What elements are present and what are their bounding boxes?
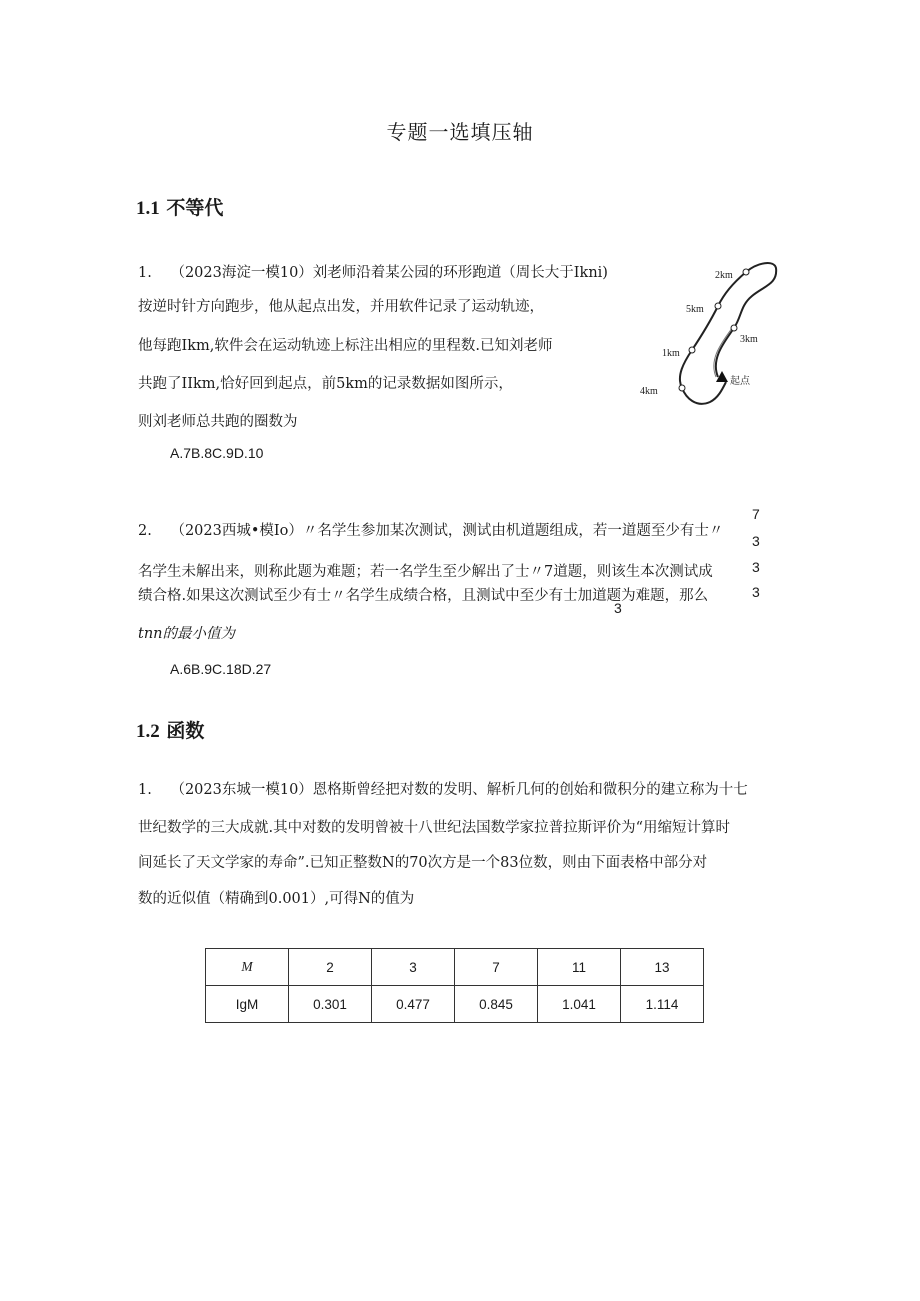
label-2km: 2km [715,270,733,281]
question-3-line-4: 数的近似值（精确到0.001）,可得N的值为 [138,891,415,907]
table-row [206,986,704,1023]
question-2-line-2: 名学生未解出来，则称此题为难题；若一名学生至少解出了士〃7道题，则该生本次测试成 [138,564,713,580]
marker-4km-icon [679,385,685,391]
running-track-figure [630,258,790,418]
section-heading-1-2 [136,716,204,743]
table-header-row [206,949,704,986]
question-1-line-1 [138,261,608,282]
marker-5km-icon [715,303,721,309]
question-1-options: A.7B.8C.9D.10 [170,445,264,461]
log-table [205,948,704,1023]
section-title: 不等代 [166,197,224,219]
document-title: 专题一选填压轴 [386,120,534,144]
label-start: 起点 [730,376,750,387]
question-2-line-4: tnn的最小值为 [138,626,236,642]
table-cell: 0.301 [289,986,372,1023]
question-3-line-2: 世纪数学的三大成就.其中对数的发明曾被十八世纪法国数学家拉普拉斯评价为“用缩短计算时 [138,820,731,836]
question-3-line-3: 间延长了天文学家的寿命”.已知正整数N的70次方是一个83位数，则由下面表格中部分对 [138,855,708,871]
question-1-line-5: 则刘老师总共跑的圈数为 [138,414,298,430]
label-5km: 5km [686,304,704,315]
section-number: 1.1 [136,198,160,219]
question-number: 1. [138,265,152,281]
fraction-numerator: 7 [752,506,760,522]
table-cell: 0.845 [455,986,538,1023]
question-1-line-4: 共跑了IIkm,恰好回到起点，前5km的记录数据如图所示， [138,376,513,392]
table-cell: 13 [621,949,704,986]
question-text: （2023西城•模Io）〃名学生参加某次测试，测试由机道题组成，若一道题至少有士〃 [170,523,724,539]
marker-1km-icon [689,347,695,353]
table-cell: 7 [455,949,538,986]
fraction-denominator: 3 [752,533,760,549]
section-heading-1-1 [136,193,223,220]
section-title: 函数 [166,720,205,742]
question-number: 1. [138,782,152,798]
table-cell: 0.477 [372,986,455,1023]
table-cell: M [206,949,289,986]
question-text: （2023东城一模10）恩格斯曾经把对数的发明、解析几何的创始和微积分的建立称为十七 [170,782,748,798]
table-cell: 1.041 [538,986,621,1023]
question-3-line-1 [138,778,748,799]
marker-2km-icon [743,269,749,275]
fraction-denominator: 3 [752,559,760,575]
table-cell: 3 [372,949,455,986]
question-number: 2. [138,523,152,539]
question-text: （2023海淀一模10）刘老师沿着某公园的环形跑道（周长大于Ikni) [170,265,608,281]
fraction-denominator: 3 [752,584,760,600]
question-2-options: A.6B.9C.18D.27 [170,661,272,677]
label-4km: 4km [640,386,658,397]
question-2-line-3: 绩合格.如果这次测试至少有士〃名学生成绩合格，且测试中至少有士加道题为难题，那么 [138,588,709,604]
table-cell: 1.114 [621,986,704,1023]
fraction-denominator: 3 [614,600,622,616]
table-cell: 11 [538,949,621,986]
question-2-line-1 [138,519,723,540]
marker-3km-icon [731,325,737,331]
section-number: 1.2 [136,721,160,742]
question-1-line-3: 他每跑Ikm,软件会在运动轨迹上标注出相应的里程数.已知刘老师 [138,338,553,354]
question-1-line-2: 按逆时针方向跑步，他从起点出发，并用软件记录了运动轨迹， [138,299,544,315]
label-1km: 1km [662,348,680,359]
table-cell: IgM [206,986,289,1023]
label-3km: 3km [740,334,758,345]
table-cell: 2 [289,949,372,986]
